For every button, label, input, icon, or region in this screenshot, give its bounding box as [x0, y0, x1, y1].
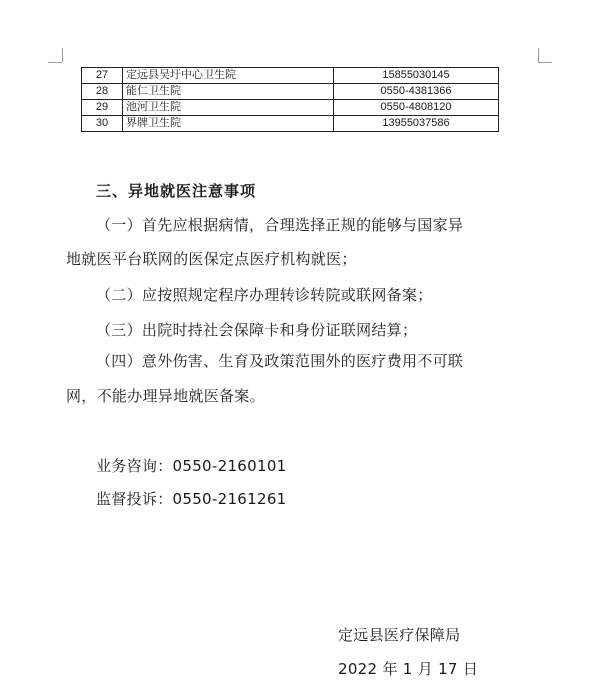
notice-item-4-line-1: （四）意外伤害、生育及政策范围外的医疗费用不可联 — [96, 352, 464, 370]
row-number: 30 — [82, 116, 123, 132]
signature-date: 2022 年 1 月 17 日 — [338, 660, 479, 678]
hospital-name: 界牌卫生院 — [123, 116, 334, 132]
crop-mark-top-right — [538, 48, 539, 62]
hospital-phone: 13955037586 — [334, 116, 499, 132]
crop-mark-top-left — [62, 48, 63, 62]
notice-item-3: （三）出院时持社会保障卡和身份证联网结算； — [96, 321, 418, 339]
hospital-name: 能仁卫生院 — [123, 84, 334, 100]
crop-mark-top-left — [48, 62, 62, 63]
signature-organization: 定远县医疗保障局 — [338, 626, 461, 644]
table-row — [82, 100, 499, 116]
complaint-contact — [96, 488, 287, 509]
hospital-phone: 0550-4381366 — [334, 84, 499, 100]
consult-label: 业务咨询： — [96, 457, 173, 475]
hospital-table — [81, 67, 499, 132]
hospital-phone: 0550-4808120 — [334, 100, 499, 116]
notice-item-4-line-2: 网，不能办理异地就医备案。 — [66, 387, 265, 405]
consult-contact — [96, 455, 287, 476]
notice-item-2: （二）应按照规定程序办理转诊转院或联网备案； — [96, 286, 433, 304]
hospital-phone: 15855030145 — [334, 68, 499, 84]
complaint-phone: 0550-2161261 — [172, 490, 287, 508]
hospital-name: 定远县吴圩中心卫生院 — [123, 68, 334, 84]
crop-mark-top-right — [538, 62, 552, 63]
row-number: 27 — [82, 68, 123, 84]
consult-phone: 0550-2160101 — [172, 457, 287, 475]
row-number: 28 — [82, 84, 123, 100]
notice-item-1-line-2: 地就医平台联网的医保定点医疗机构就医； — [66, 250, 357, 268]
hospital-name: 池河卫生院 — [123, 100, 334, 116]
row-number: 29 — [82, 100, 123, 116]
complaint-label: 监督投诉： — [96, 490, 173, 508]
table-row — [82, 116, 499, 132]
table-row — [82, 68, 499, 84]
notice-item-1-line-1: （一）首先应根据病情，合理选择正规的能够与国家异 — [96, 216, 464, 234]
section-heading: 三、异地就医注意事项 — [96, 182, 257, 200]
table-row — [82, 84, 499, 100]
